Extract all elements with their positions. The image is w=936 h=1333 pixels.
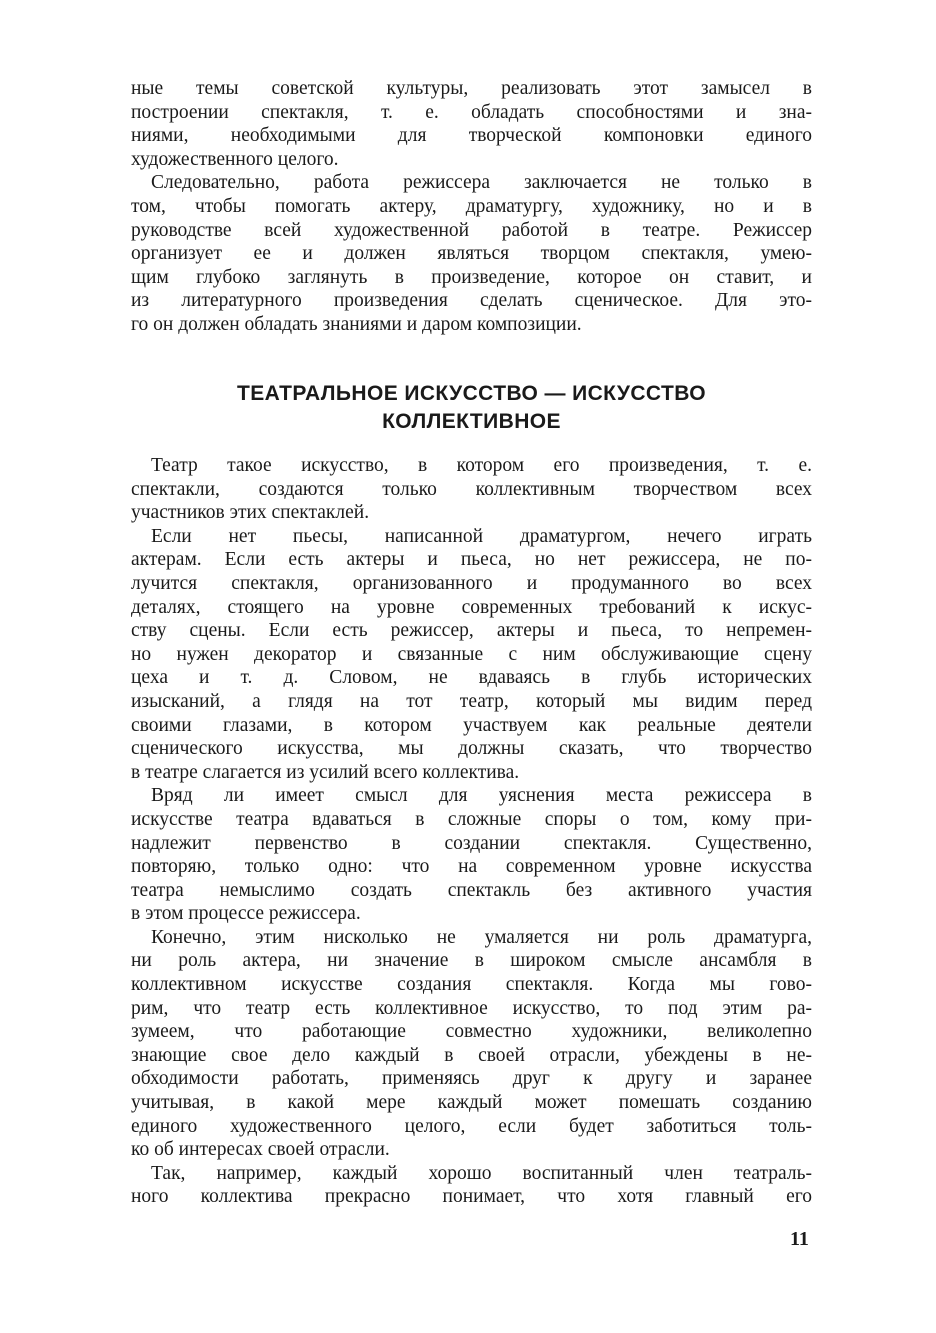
- text-block-main: [131, 454, 812, 1209]
- text-line: щим глубоко заглянуть в произведение, которое он ставит, и: [131, 266, 812, 288]
- text-line: ко об интересах своей отрасли.: [131, 1139, 390, 1161]
- text-line: спектакли, создаются только коллективным творчеством всех: [131, 478, 812, 500]
- text-line: Вряд ли имеет смысл для уяснения места режиссера в: [151, 785, 812, 807]
- text-line: Театр такое искусство, в котором его произведения, т. е.: [151, 455, 812, 476]
- text-line: театра немыслимо создать спектакль без активного участия: [131, 879, 812, 901]
- text-line: ни роль актера, ни значение в широком смысле ансамбля в: [131, 950, 812, 972]
- text-line: руководстве всей художественной работой в театре. Режиссер: [131, 219, 812, 241]
- paragraph-2: [131, 171, 812, 336]
- text-line: том, чтобы помогать актеру, драматургу, художнику, но и в: [131, 195, 812, 217]
- text-line: го он должен обладать знаниями и даром композиции.: [131, 313, 582, 335]
- section-heading: [131, 380, 812, 436]
- text-line: надлежит первенство в создании спектакля. Существенно,: [131, 832, 812, 854]
- text-line: обходимости работать, применяясь друг к другу и заранее: [131, 1068, 812, 1090]
- text-line: Так, например, каждый хорошо воспитанный член театраль-: [151, 1162, 812, 1184]
- text-line: но нужен декоратор и связанные с ним обслуживающие сцену: [131, 643, 812, 665]
- paragraph-4: [131, 525, 812, 785]
- text-line: единого художественного целого, если будет заботиться толь-: [131, 1115, 812, 1137]
- text-line: искусстве театра вдаваться в сложные споры о том, кому при-: [131, 808, 812, 830]
- text-line: цеха и т. д. Словом, не вдаваясь в глубь исторических: [131, 667, 812, 689]
- text-line: организует ее и должен являться творцом спектакля, умею-: [131, 243, 812, 265]
- text-line: ного коллектива прекрасно понимает, что хотя главный его: [131, 1186, 812, 1208]
- text-line: из литературного произведения сделать сценическое. Для это-: [131, 290, 812, 312]
- text-line: лучится спектакля, организованного и продуманного во всех: [131, 572, 812, 594]
- text-line: сценического искусства, мы должны сказать, что творчество: [131, 738, 812, 760]
- text-line: ные темы советской культуры, реализовать этот замысел в: [131, 78, 812, 99]
- text-line: знающие свое дело каждый в своей отрасли, убеждены в не-: [131, 1044, 812, 1066]
- text-line: рим, что театр есть коллективное искусство, то под этим ра-: [131, 997, 812, 1019]
- paragraph-7: [131, 1162, 812, 1209]
- text-line: в этом процессе режиссера.: [131, 903, 361, 925]
- text-line: в театре слагается из усилий всего коллектива.: [131, 761, 520, 783]
- text-block-intro: [131, 77, 812, 337]
- text-line: Если нет пьесы, написанной драматургом, нечего играть: [151, 525, 812, 547]
- paragraph-1: [131, 77, 812, 171]
- text-line: Конечно, этим нисколько не умаляется ни роль драматурга,: [151, 926, 812, 948]
- text-line: Следовательно, работа режиссера заключается не только в: [151, 172, 812, 194]
- paragraph-3: [131, 454, 812, 525]
- text-line: изысканий, а глядя на тот театр, который мы видим перед: [131, 690, 812, 712]
- text-line: деталях, стоящего на уровне современных требований к искус-: [131, 596, 812, 618]
- text-line: участников этих спектаклей.: [131, 502, 370, 524]
- section-heading-line-1: ТЕАТРАЛЬНОЕ ИСКУССТВО — ИСКУССТВО: [237, 382, 706, 405]
- text-line: коллективном искусстве создания спектакля. Когда мы гово-: [131, 974, 812, 996]
- text-line: зумеем, что работающие совместно художники, великолепно: [131, 1021, 812, 1043]
- text-line: учитывая, в какой мере каждый может помешать созданию: [131, 1092, 812, 1114]
- paragraph-6: [131, 926, 812, 1162]
- text-line: ству сцены. Если есть режиссер, актеры и пьеса, то непремен-: [131, 620, 812, 642]
- text-line: актерам. Если есть актеры и пьеса, но нет режиссера, не по-: [131, 549, 812, 571]
- text-line: построении спектакля, т. е. обладать способностями и зна-: [131, 101, 812, 123]
- section-heading-line-2: КОЛЛЕКТИВНОЕ: [382, 410, 561, 433]
- text-line: ниями, необходимыми для творческой компоновки единого: [131, 125, 812, 147]
- paragraph-5: [131, 784, 812, 926]
- text-line: художественного целого.: [131, 148, 339, 170]
- text-line: повторяю, только одно: что на современном уровне искусства: [131, 856, 812, 878]
- page-number: 11: [790, 1228, 809, 1250]
- text-line: своими глазами, в котором участвуем как реальные деятели: [131, 714, 812, 736]
